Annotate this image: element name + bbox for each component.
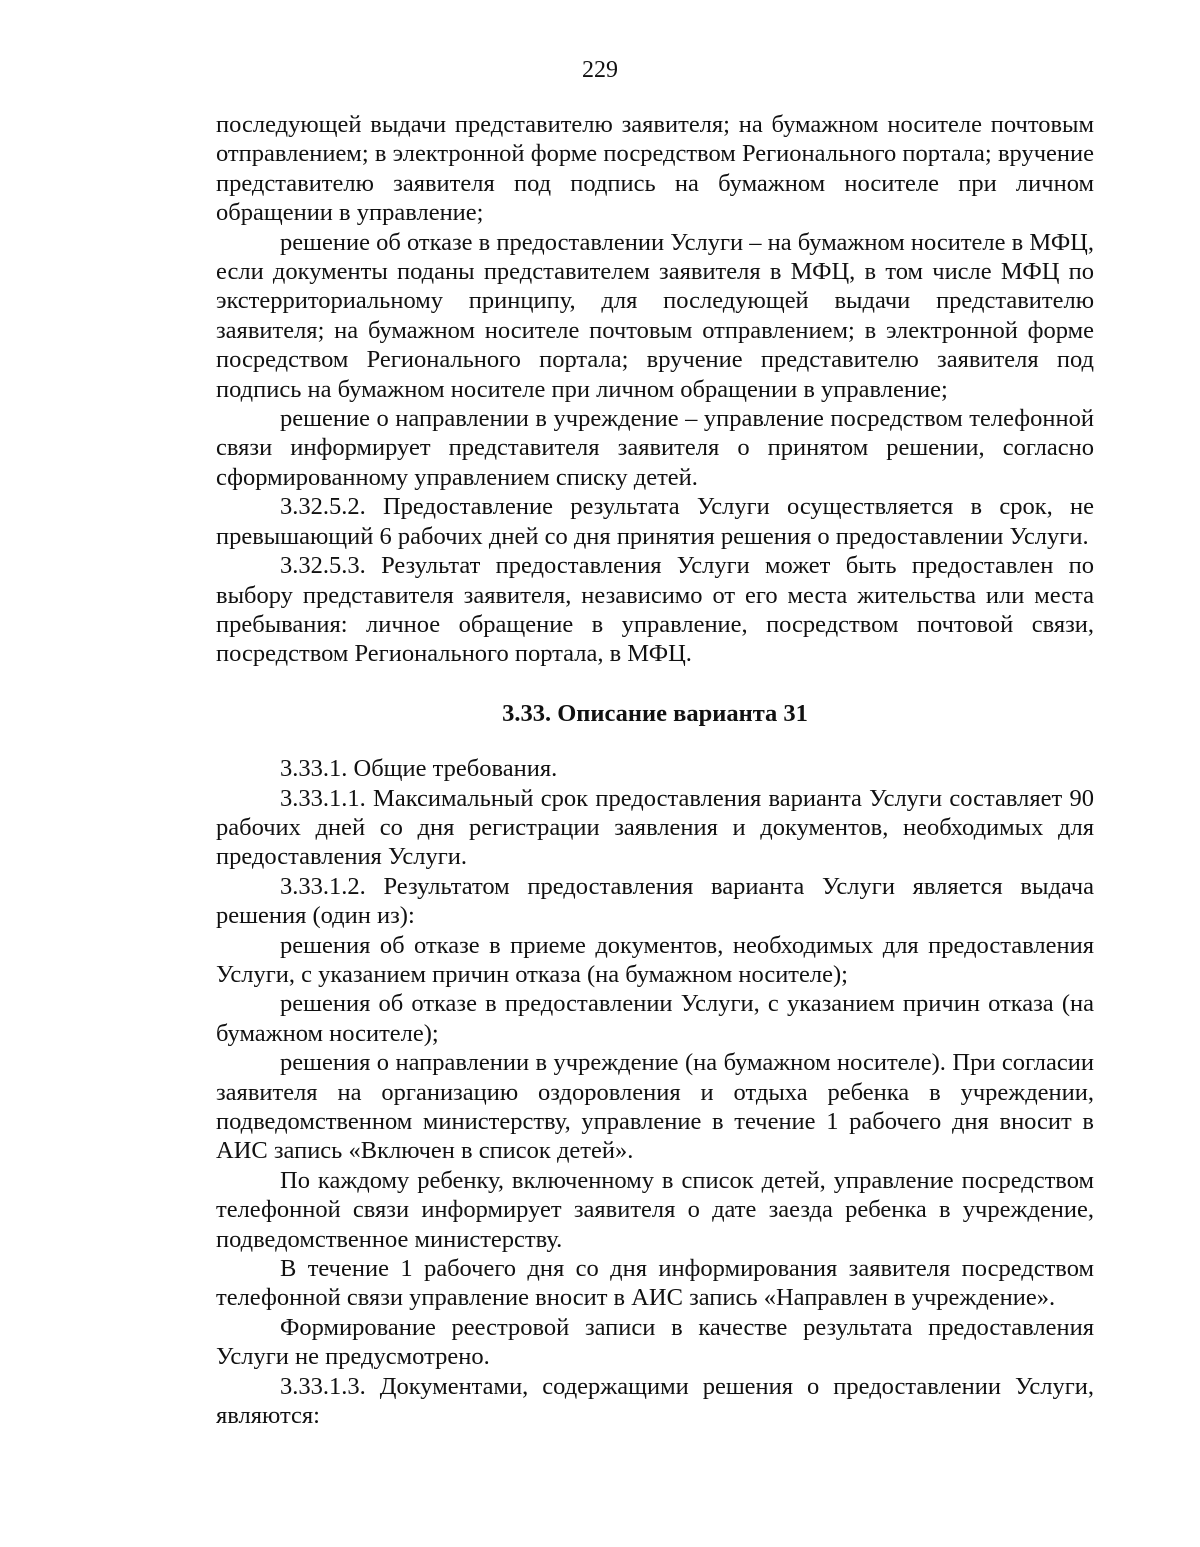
paragraph-3-33-1: 3.33.1. Общие требования. <box>280 755 558 783</box>
paragraph-refusal-decision: решение об отказе в предоставлении Услуги – на бумажном носителе в МФЦ, если документы поданы представителем заявителя в МФЦ, в том числе МФЦ по экстерриториальному принципу, для последующей выдачи представителю заявителя; на бумажном носителе почтовым отправлением; в электронной форме посредством Регионального портала; вручение представителю заявителя под подпись на бумажном носителе при личном обращении в управление; <box>216 228 1094 403</box>
paragraph-within-one-day: В течение 1 рабочего дня со дня информирования заявителя посредством телефонной связи управление вносит в АИС запись «Направлен в учреждение». <box>216 1255 1094 1312</box>
paragraph-3-33-1-1: 3.33.1.1. Максимальный срок предоставления варианта Услуги составляет 90 рабочих дней со дня регистрации заявления и документов, необходимых для предоставления Услуги. <box>216 784 1094 871</box>
document-body <box>216 110 1094 1430</box>
paragraph-each-child: По каждому ребенку, включенному в список детей, управление посредством телефонной связи информирует заявителя о дате заезда ребенка в учреждение, подведомственное министерству. <box>216 1166 1094 1253</box>
paragraph-referral: решения о направлении в учреждение (на бумажном носителе). При согласии заявителя на организацию оздоровления и отдыха ребенка в учреждении, подведомственном министерству, управление в течение 1 рабочего дня вносит в АИС запись «Включен в список детей». <box>216 1049 1094 1165</box>
paragraph-referral-decision: решение о направлении в учреждение – управление посредством телефонной связи информирует представителя заявителя о принятом решении, согласно сформированному управлением списку детей. <box>216 405 1094 491</box>
paragraph-registry-record: Формирование реестровой записи в качестве результата предоставления Услуги не предусмотрено. <box>216 1313 1094 1371</box>
section-heading: 3.33. Описание варианта 31 <box>502 699 808 727</box>
paragraph-3-33-1-2: 3.33.1.2. Результатом предоставления варианта Услуги является выдача решения (один из): <box>216 872 1094 930</box>
page-number: 229 <box>582 57 618 83</box>
paragraph-continuation: последующей выдачи представителю заявителя; на бумажном носителе почтовым отправлением; в электронной форме посредством Регионального портала; вручение представителю заявителя под подпись на бумажном носителе при личном обращении в управление; <box>216 111 1094 227</box>
paragraph-3-32-5-2: 3.32.5.2. Предоставление результата Услуги осуществляется в срок, не превышающий 6 рабочих дней со дня принятия решения о предоставлении Услуги. <box>216 493 1094 550</box>
paragraph-3-33-1-3: 3.33.1.3. Документами, содержащими решения о предоставлении Услуги, являются: <box>216 1372 1094 1430</box>
paragraph-3-32-5-3: 3.32.5.3. Результат предоставления Услуги может быть предоставлен по выбору представителя заявителя, независимо от его места жительства или места пребывания: личное обращение в управление, посредством почтовой связи, посредством Регионального портала, в МФЦ. <box>216 552 1094 668</box>
paragraph-refusal-acceptance: решения об отказе в приеме документов, необходимых для предоставления Услуги, с указанием причин отказа (на бумажном носителе); <box>216 931 1094 988</box>
paragraph-refusal-provision: решения об отказе в предоставлении Услуги, с указанием причин отказа (на бумажном носителе); <box>216 990 1094 1047</box>
